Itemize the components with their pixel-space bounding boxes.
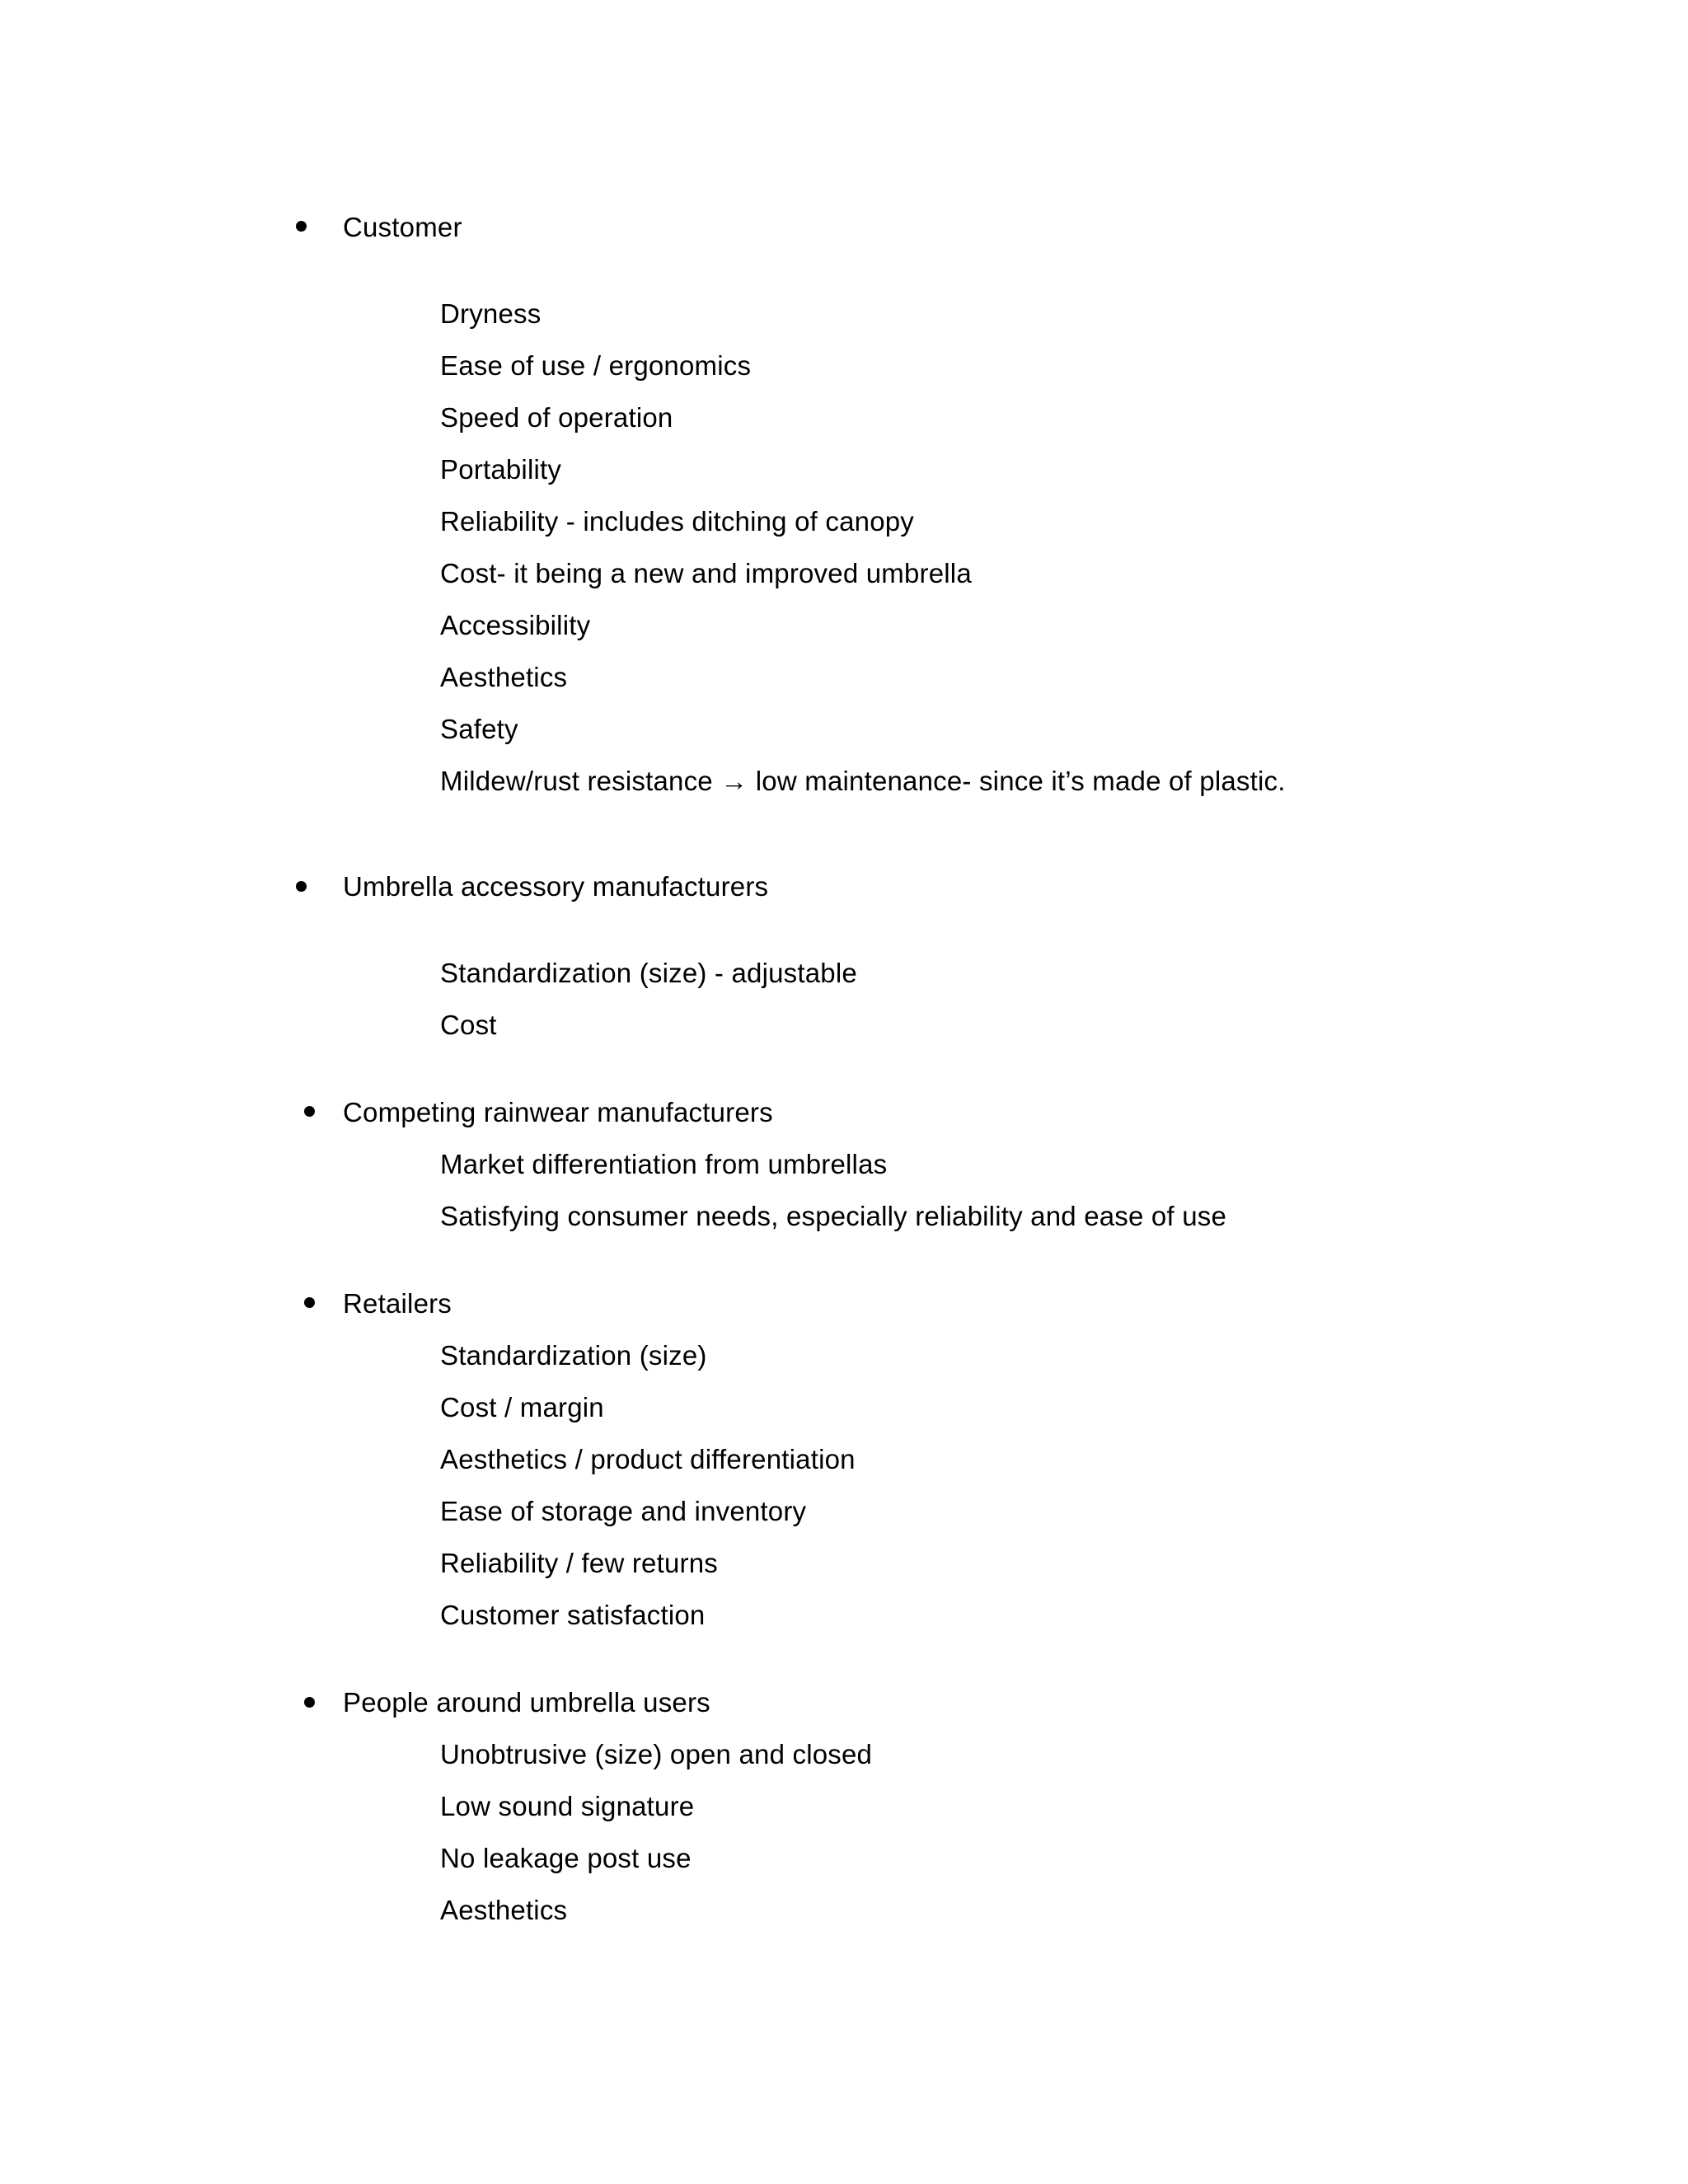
section-heading-accessory-manufacturers: Umbrella accessory manufacturers [343, 871, 769, 902]
list-item: Unobtrusive (size) open and closed [440, 1739, 873, 1769]
section-heading-people-around-users: People around umbrella users [343, 1687, 710, 1718]
list-item: Satisfying consumer needs, especially reliability and ease of use [440, 1201, 1227, 1231]
list-item: Aesthetics / product differentiation [440, 1444, 856, 1474]
list-item: Ease of use / ergonomics [440, 350, 752, 381]
section-heading-retailers: Retailers [343, 1288, 452, 1319]
list-item: Cost [440, 1010, 497, 1040]
list-item: Low sound signature [440, 1791, 695, 1821]
bullet-icon [304, 1697, 315, 1708]
list-item: Standardization (size) [440, 1340, 707, 1371]
list-item: Cost / margin [440, 1392, 604, 1422]
list-item: Portability [440, 454, 562, 485]
list-item: Mildew/rust resistance → low maintenance- since it’s made of plastic. [440, 766, 1286, 796]
list-item: Cost- it being a new and improved umbrella [440, 558, 972, 588]
list-item: Safety [440, 714, 518, 744]
bullet-icon [304, 1106, 315, 1117]
list-item: Aesthetics [440, 1895, 568, 1925]
list-item: Reliability / few returns [440, 1548, 718, 1578]
bullet-icon [304, 1297, 315, 1308]
list-item: Accessibility [440, 610, 591, 640]
list-item: Speed of operation [440, 402, 673, 433]
section-heading-customer: Customer [343, 212, 462, 242]
list-item: Customer satisfaction [440, 1600, 706, 1630]
list-item: No leakage post use [440, 1843, 692, 1873]
list-item: Aesthetics [440, 662, 568, 692]
bullet-icon [296, 881, 307, 892]
list-item: Standardization (size) - adjustable [440, 958, 857, 988]
list-item: Dryness [440, 298, 542, 329]
section-heading-competing-manufacturers: Competing rainwear manufacturers [343, 1097, 773, 1127]
list-item: Reliability - includes ditching of canopy [440, 506, 915, 537]
bullet-icon [296, 221, 307, 232]
list-item: Ease of storage and inventory [440, 1496, 807, 1526]
list-item: Market differentiation from umbrellas [440, 1149, 888, 1179]
